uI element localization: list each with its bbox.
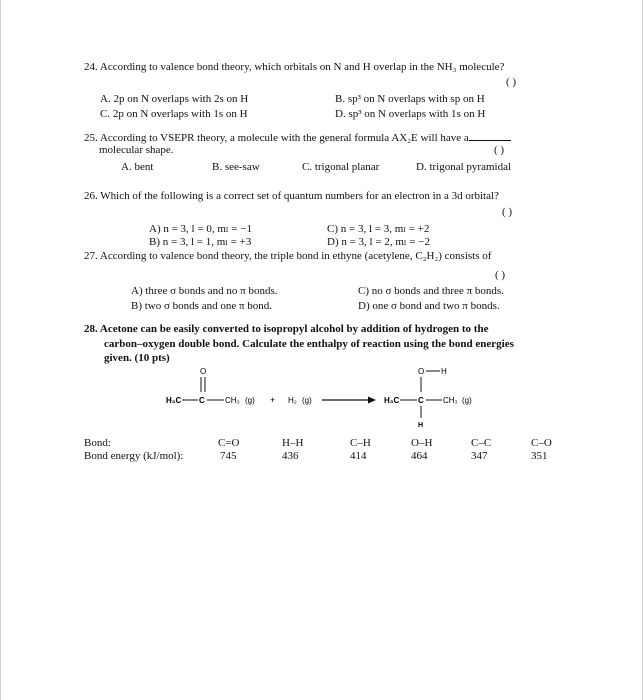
energy-cc: 347 <box>471 450 488 462</box>
q26-option-b: B) n = 3, l = 1, mₗ = +3 <box>149 236 252 248</box>
hydrogen-phase: (g) <box>302 396 312 405</box>
bond-cc: C–C <box>471 437 492 449</box>
q27-option-b: B) two σ bonds and one π bond. <box>131 300 273 312</box>
q26-option-c: C) n = 3, l = 3, mₗ = +2 <box>327 223 430 235</box>
alcohol-central-hydrogen: H <box>418 422 424 429</box>
q24-option-a: A. 2p on N overlaps with 2s on H <box>100 93 249 105</box>
q27-option-a: A) three σ bonds and no π bonds. <box>131 285 278 297</box>
q26-option-d: D) n = 3, l = 2, mₗ = −2 <box>327 236 430 248</box>
acetone-carbonyl-carbon: C <box>199 396 205 405</box>
q28-line-3: given. (10 pts) <box>104 352 170 364</box>
energy-row-label: Bond energy (kJ/mol): <box>84 450 184 462</box>
alcohol-methyl-right: CH₃ <box>443 396 458 405</box>
bond-row-label: Bond: <box>84 437 111 449</box>
acetone-methyl-right: CH₃ <box>225 396 240 405</box>
q24-option-b: B. sp³ on N overlaps with sp on H <box>335 93 485 105</box>
reaction-scheme <box>0 360 643 440</box>
q26-answer-blank[interactable]: ( ) <box>502 206 513 218</box>
q27-answer-blank[interactable]: ( ) <box>495 269 506 281</box>
q25-stem: 25. According to VSEPR theory, a molecule with the general formula AX₂E will have a <box>84 131 511 145</box>
q24-option-c: C. 2p on N overlaps with 1s on H <box>100 108 248 120</box>
page-border-left <box>0 0 1 700</box>
q24-option-d: D. sp³ on N overlaps with 1s on H <box>335 108 486 120</box>
q27-stem: 27. According to valence bond theory, the triple bond in ethyne (acetylene, C₂H₂) consists of <box>84 250 492 262</box>
bond-co-double: C=O <box>218 437 240 449</box>
q26-option-a: A) n = 3, l = 0, mₗ = −1 <box>149 223 252 235</box>
q25-option-d: D. trigonal pyramidal <box>416 161 512 173</box>
plus-sign: + <box>270 395 276 405</box>
hydrogen-gas: H₂ <box>288 396 297 405</box>
energy-hh: 436 <box>282 450 299 462</box>
q25-answer-blank[interactable]: ( ) <box>494 144 505 156</box>
alcohol-phase: (g) <box>462 396 472 405</box>
bond-ch: C–H <box>350 437 371 449</box>
reaction-arrow-head <box>368 397 376 404</box>
alcohol-hydroxyl-hydrogen: H <box>441 367 447 376</box>
alcohol-central-carbon: C <box>418 396 424 405</box>
q25-option-a: A. bent <box>121 161 154 173</box>
bond-hh: H–H <box>282 437 304 449</box>
energy-co-single: 351 <box>531 450 548 462</box>
q27-option-c: C) no σ bonds and three π bonds. <box>358 285 504 297</box>
energy-oh: 464 <box>411 450 428 462</box>
alcohol-methyl-left: H₃C <box>384 396 400 405</box>
q25-option-b: B. see-saw <box>212 161 260 173</box>
q24-stem: 24. According to valence bond theory, which orbitals on N and H overlap in the NH₃ molecule? <box>84 61 505 73</box>
q25-stem-continued: molecular shape. <box>99 144 174 156</box>
acetone-methyl-left: H₃C <box>166 396 182 405</box>
q25-fill-blank[interactable] <box>469 131 511 141</box>
acetone-phase: (g) <box>245 396 255 405</box>
energy-ch: 414 <box>350 450 367 462</box>
q28-line-2: carbon–oxygen double bond. Calculate the enthalpy of reaction using the bond energies <box>104 338 514 350</box>
bond-oh: O–H <box>411 437 433 449</box>
q26-stem: 26. Which of the following is a correct set of quantum numbers for an electron in a 3d orbital? <box>84 190 499 202</box>
q28-line-1: 28. Acetone can be easily converted to isopropyl alcohol by addition of hydrogen to the <box>84 323 489 335</box>
energy-co-double: 745 <box>220 450 237 462</box>
alcohol-oxygen: O <box>418 367 425 376</box>
q27-option-d: D) one σ bond and two π bonds. <box>358 300 500 312</box>
bond-co-single: C–O <box>531 437 552 449</box>
acetone-oxygen: O <box>200 367 207 376</box>
q25-option-c: C. trigonal planar <box>302 161 380 173</box>
q24-answer-blank[interactable]: ( ) <box>506 76 517 88</box>
